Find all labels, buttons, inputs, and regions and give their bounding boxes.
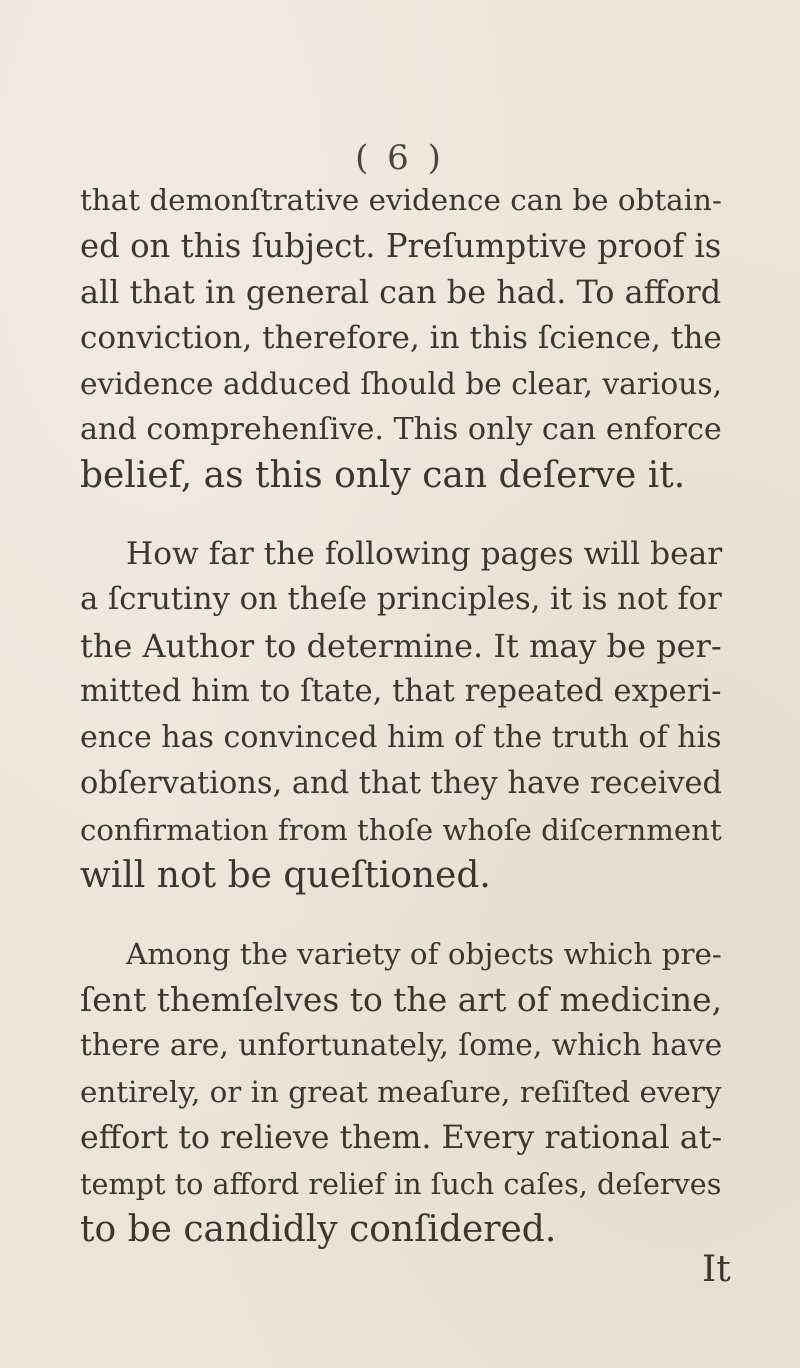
text-line: evidence adduced ſhould be clear, various, — [80, 366, 723, 401]
text-line: Among the variety of objects which pre- — [126, 937, 722, 971]
text-line: all that in general can be had. To afford — [80, 273, 722, 311]
text-line: a ſcrutiny on theſe principles, it is not for — [80, 582, 722, 617]
text-line: belief, as this only can deſerve it. — [80, 455, 686, 496]
catchword: It — [702, 1249, 731, 1290]
text-line: to be candidly conſidered. — [80, 1209, 557, 1250]
text-line: the Author to determine. It may be per- — [80, 627, 722, 665]
text-line: How far the following pages will bear — [126, 536, 723, 572]
text-line: that demonſtrative evidence can be obtain- — [80, 183, 722, 217]
text-line: effort to relieve them. Every rational at- — [80, 1120, 723, 1156]
text-line: ence has convinced him of the truth of his — [80, 720, 722, 755]
text-line: ſent themſelves to the art of medicine, — [80, 980, 723, 1019]
text-line: there are, unfortunately, ſome, which have — [80, 1028, 723, 1063]
text-line: mitted him to ſtate, that repeated experi- — [80, 674, 722, 709]
text-line: tempt to afford relief in ſuch caſes, deſerves — [80, 1167, 722, 1201]
text-line: obſervations, and that they have received — [80, 766, 723, 801]
text-line: entirely, or in great meaſure, reſiſted every — [80, 1075, 722, 1109]
text-line: and comprehenſive. This only can enforce — [80, 412, 722, 447]
text-line: conviction, therefore, in this ſcience, the — [80, 320, 722, 356]
page-number: ( 6 ) — [355, 138, 445, 178]
text-line: ed on this ſubject. Preſumptive proof is — [80, 227, 722, 265]
text-line: confirmation from thoſe whoſe diſcernment — [80, 813, 722, 847]
text-line: will not be queſtioned. — [80, 855, 491, 896]
